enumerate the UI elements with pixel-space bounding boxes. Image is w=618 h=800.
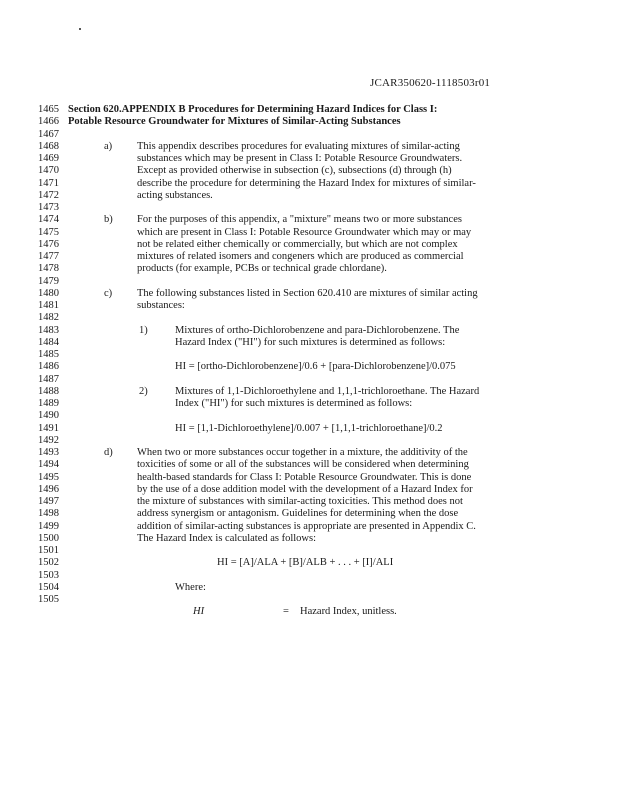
paragraph-text: addition of similar-acting substances is appropriate are presented in Appendix C. <box>137 520 476 532</box>
document-line <box>0 129 618 141</box>
document-line <box>0 325 618 337</box>
document-line <box>0 521 618 533</box>
document-line <box>0 496 618 508</box>
line-number: 1484 <box>38 336 59 348</box>
document-line <box>0 386 618 398</box>
document-line <box>0 104 618 116</box>
document-line <box>0 447 618 459</box>
formula: HI = [A]/ALA + [B]/ALB + . . . + [I]/ALI <box>217 557 394 569</box>
paragraph-text: Except as provided otherwise in subsection (c), subsections (d) through (h) <box>137 165 452 177</box>
paragraph-text: describe the procedure for determining the Hazard Index for mixtures of similar- <box>137 177 476 189</box>
subitem-text: Index ("HI") for such mixtures is determined as follows: <box>175 398 413 409</box>
line-number: 1474 <box>38 214 59 226</box>
line-number: 1470 <box>38 165 59 177</box>
section-heading: Section 620.APPENDIX B Procedures for Determining Hazard Indices for Class I: <box>68 104 438 115</box>
document-line <box>0 251 618 263</box>
paragraph-text: the mixture of substances with similar-acting toxicities. This method does not <box>137 496 463 507</box>
document-line <box>0 361 618 373</box>
document-body <box>0 104 618 619</box>
document-line <box>0 239 618 251</box>
paragraph-text: health-based standards for Class I: Potable Resource Groundwater. This is done <box>137 471 472 483</box>
document-line <box>0 570 618 582</box>
paragraph-text: substances which may be present in Class I: Potable Resource Groundwaters. <box>137 153 463 164</box>
line-number: 1476 <box>38 238 59 250</box>
document-line <box>0 116 618 128</box>
document-line <box>0 214 618 226</box>
line-number: 1490 <box>38 410 59 422</box>
document-line <box>0 190 618 202</box>
line-number: 1492 <box>38 434 59 446</box>
subitem-marker: 1) <box>139 324 148 336</box>
document-line <box>0 459 618 471</box>
document-line <box>0 300 618 312</box>
definition-text: Hazard Index, unitless. <box>300 606 397 618</box>
line-number: 1475 <box>38 226 59 238</box>
document-line <box>0 337 618 349</box>
document-line <box>0 276 618 288</box>
line-number: 1467 <box>38 128 59 140</box>
document-line <box>0 435 618 447</box>
definition-symbol: HI <box>193 606 205 618</box>
line-number: 1487 <box>38 373 59 385</box>
document-line <box>0 165 618 177</box>
document-line <box>0 423 618 435</box>
document-line <box>0 202 618 214</box>
section-heading: Potable Resource Groundwater for Mixtures of Similar-Acting Substances <box>68 116 401 128</box>
line-number: 1493 <box>38 447 59 458</box>
document-line <box>0 263 618 275</box>
item-marker: c) <box>104 287 113 299</box>
line-number: 1466 <box>38 116 59 128</box>
document-line <box>0 153 618 165</box>
line-number: 1465 <box>38 104 59 115</box>
line-number: 1501 <box>38 545 59 556</box>
line-number: 1473 <box>38 202 59 213</box>
paragraph-text: by the use of a dose addition model with the development of a Hazard Index for <box>137 483 473 495</box>
paragraph-text: The following substances listed in Section 620.410 are mixtures of similar acting <box>137 287 478 299</box>
subitem-text: Mixtures of ortho-Dichlorobenzene and para-Dichlorobenzene. The <box>175 324 460 336</box>
item-marker: b) <box>104 214 113 226</box>
subitem-text: Hazard Index ("HI") for such mixtures is determined as follows: <box>175 336 446 348</box>
line-number: 1478 <box>38 263 59 275</box>
item-marker: a) <box>104 140 113 152</box>
paragraph-text: products (for example, PCBs or technical grade chlordane). <box>137 263 387 275</box>
document-line <box>0 227 618 239</box>
line-number: 1489 <box>38 398 59 409</box>
document-line <box>0 288 618 300</box>
document-line <box>0 349 618 361</box>
line-number: 1485 <box>38 349 59 360</box>
document-line <box>0 545 618 557</box>
paragraph-text: For the purposes of this appendix, a "mixture" means two or more substances <box>137 214 462 226</box>
document-line <box>0 582 618 594</box>
paragraph-text: toxicities of some or all of the substances will be considered when determining <box>137 459 469 471</box>
document-line <box>0 178 618 190</box>
line-number: 1481 <box>38 300 59 311</box>
line-number: 1471 <box>38 177 59 189</box>
definition-equals: = <box>283 606 289 618</box>
line-number: 1495 <box>38 471 59 483</box>
document-line <box>0 606 618 618</box>
scan-speck <box>79 28 81 30</box>
document-line <box>0 398 618 410</box>
line-number: 1499 <box>38 520 59 532</box>
line-number: 1500 <box>38 532 59 544</box>
line-number: 1494 <box>38 459 59 471</box>
line-number: 1498 <box>38 508 59 520</box>
document-line <box>0 557 618 569</box>
line-number: 1472 <box>38 189 59 201</box>
paragraph-text: This appendix describes procedures for evaluating mixtures of similar-acting <box>137 140 460 152</box>
paragraph-text: not be related either chemically or commercially, but which are not complex <box>137 238 458 250</box>
line-number: 1479 <box>38 275 59 287</box>
document-line <box>0 312 618 324</box>
document-line <box>0 410 618 422</box>
line-number: 1483 <box>38 324 59 336</box>
line-number: 1480 <box>38 287 59 299</box>
line-number: 1469 <box>38 153 59 164</box>
document-line <box>0 374 618 386</box>
document-line <box>0 472 618 484</box>
line-number: 1491 <box>38 422 59 434</box>
paragraph-text: acting substances. <box>137 189 213 201</box>
document-line <box>0 508 618 520</box>
document-line <box>0 594 618 606</box>
formula: HI = [1,1-Dichloroethylene]/0.007 + [1,1,1-trichloroethane]/0.2 <box>175 422 443 434</box>
line-number: 1488 <box>38 385 59 397</box>
line-number: 1503 <box>38 569 59 581</box>
line-number: 1482 <box>38 312 59 324</box>
line-number: 1502 <box>38 557 59 569</box>
subitem-text: Mixtures of 1,1-Dichloroethylene and 1,1,1-trichloroethane. The Hazard <box>175 385 480 397</box>
paragraph-text: mixtures of related isomers and congeners which are produced as commercial <box>137 251 464 262</box>
line-number: 1486 <box>38 361 59 373</box>
line-number: 1496 <box>38 483 59 495</box>
item-marker: d) <box>104 447 113 458</box>
document-line <box>0 533 618 545</box>
paragraph-text: When two or more substances occur together in a mixture, the additivity of the <box>137 447 468 458</box>
paragraph-text: The Hazard Index is calculated as follows: <box>137 532 317 544</box>
paragraph-text: address synergism or antagonism. Guidelines for determining when the dose <box>137 508 459 520</box>
document-line <box>0 141 618 153</box>
document-line <box>0 484 618 496</box>
paragraph-text: which are present in Class I: Potable Resource Groundwater which may or may <box>137 226 472 238</box>
line-number: 1504 <box>38 581 59 593</box>
where-label: Where: <box>175 581 206 593</box>
formula: HI = [ortho-Dichlorobenzene]/0.6 + [para-Dichlorobenzene]/0.075 <box>175 361 456 373</box>
document-id: JCAR350620-1118503r01 <box>370 77 491 89</box>
line-number: 1505 <box>38 594 59 605</box>
line-number: 1468 <box>38 140 59 152</box>
line-number: 1477 <box>38 251 59 262</box>
subitem-marker: 2) <box>139 385 148 397</box>
line-number: 1497 <box>38 496 59 507</box>
paragraph-text: substances: <box>137 300 185 311</box>
